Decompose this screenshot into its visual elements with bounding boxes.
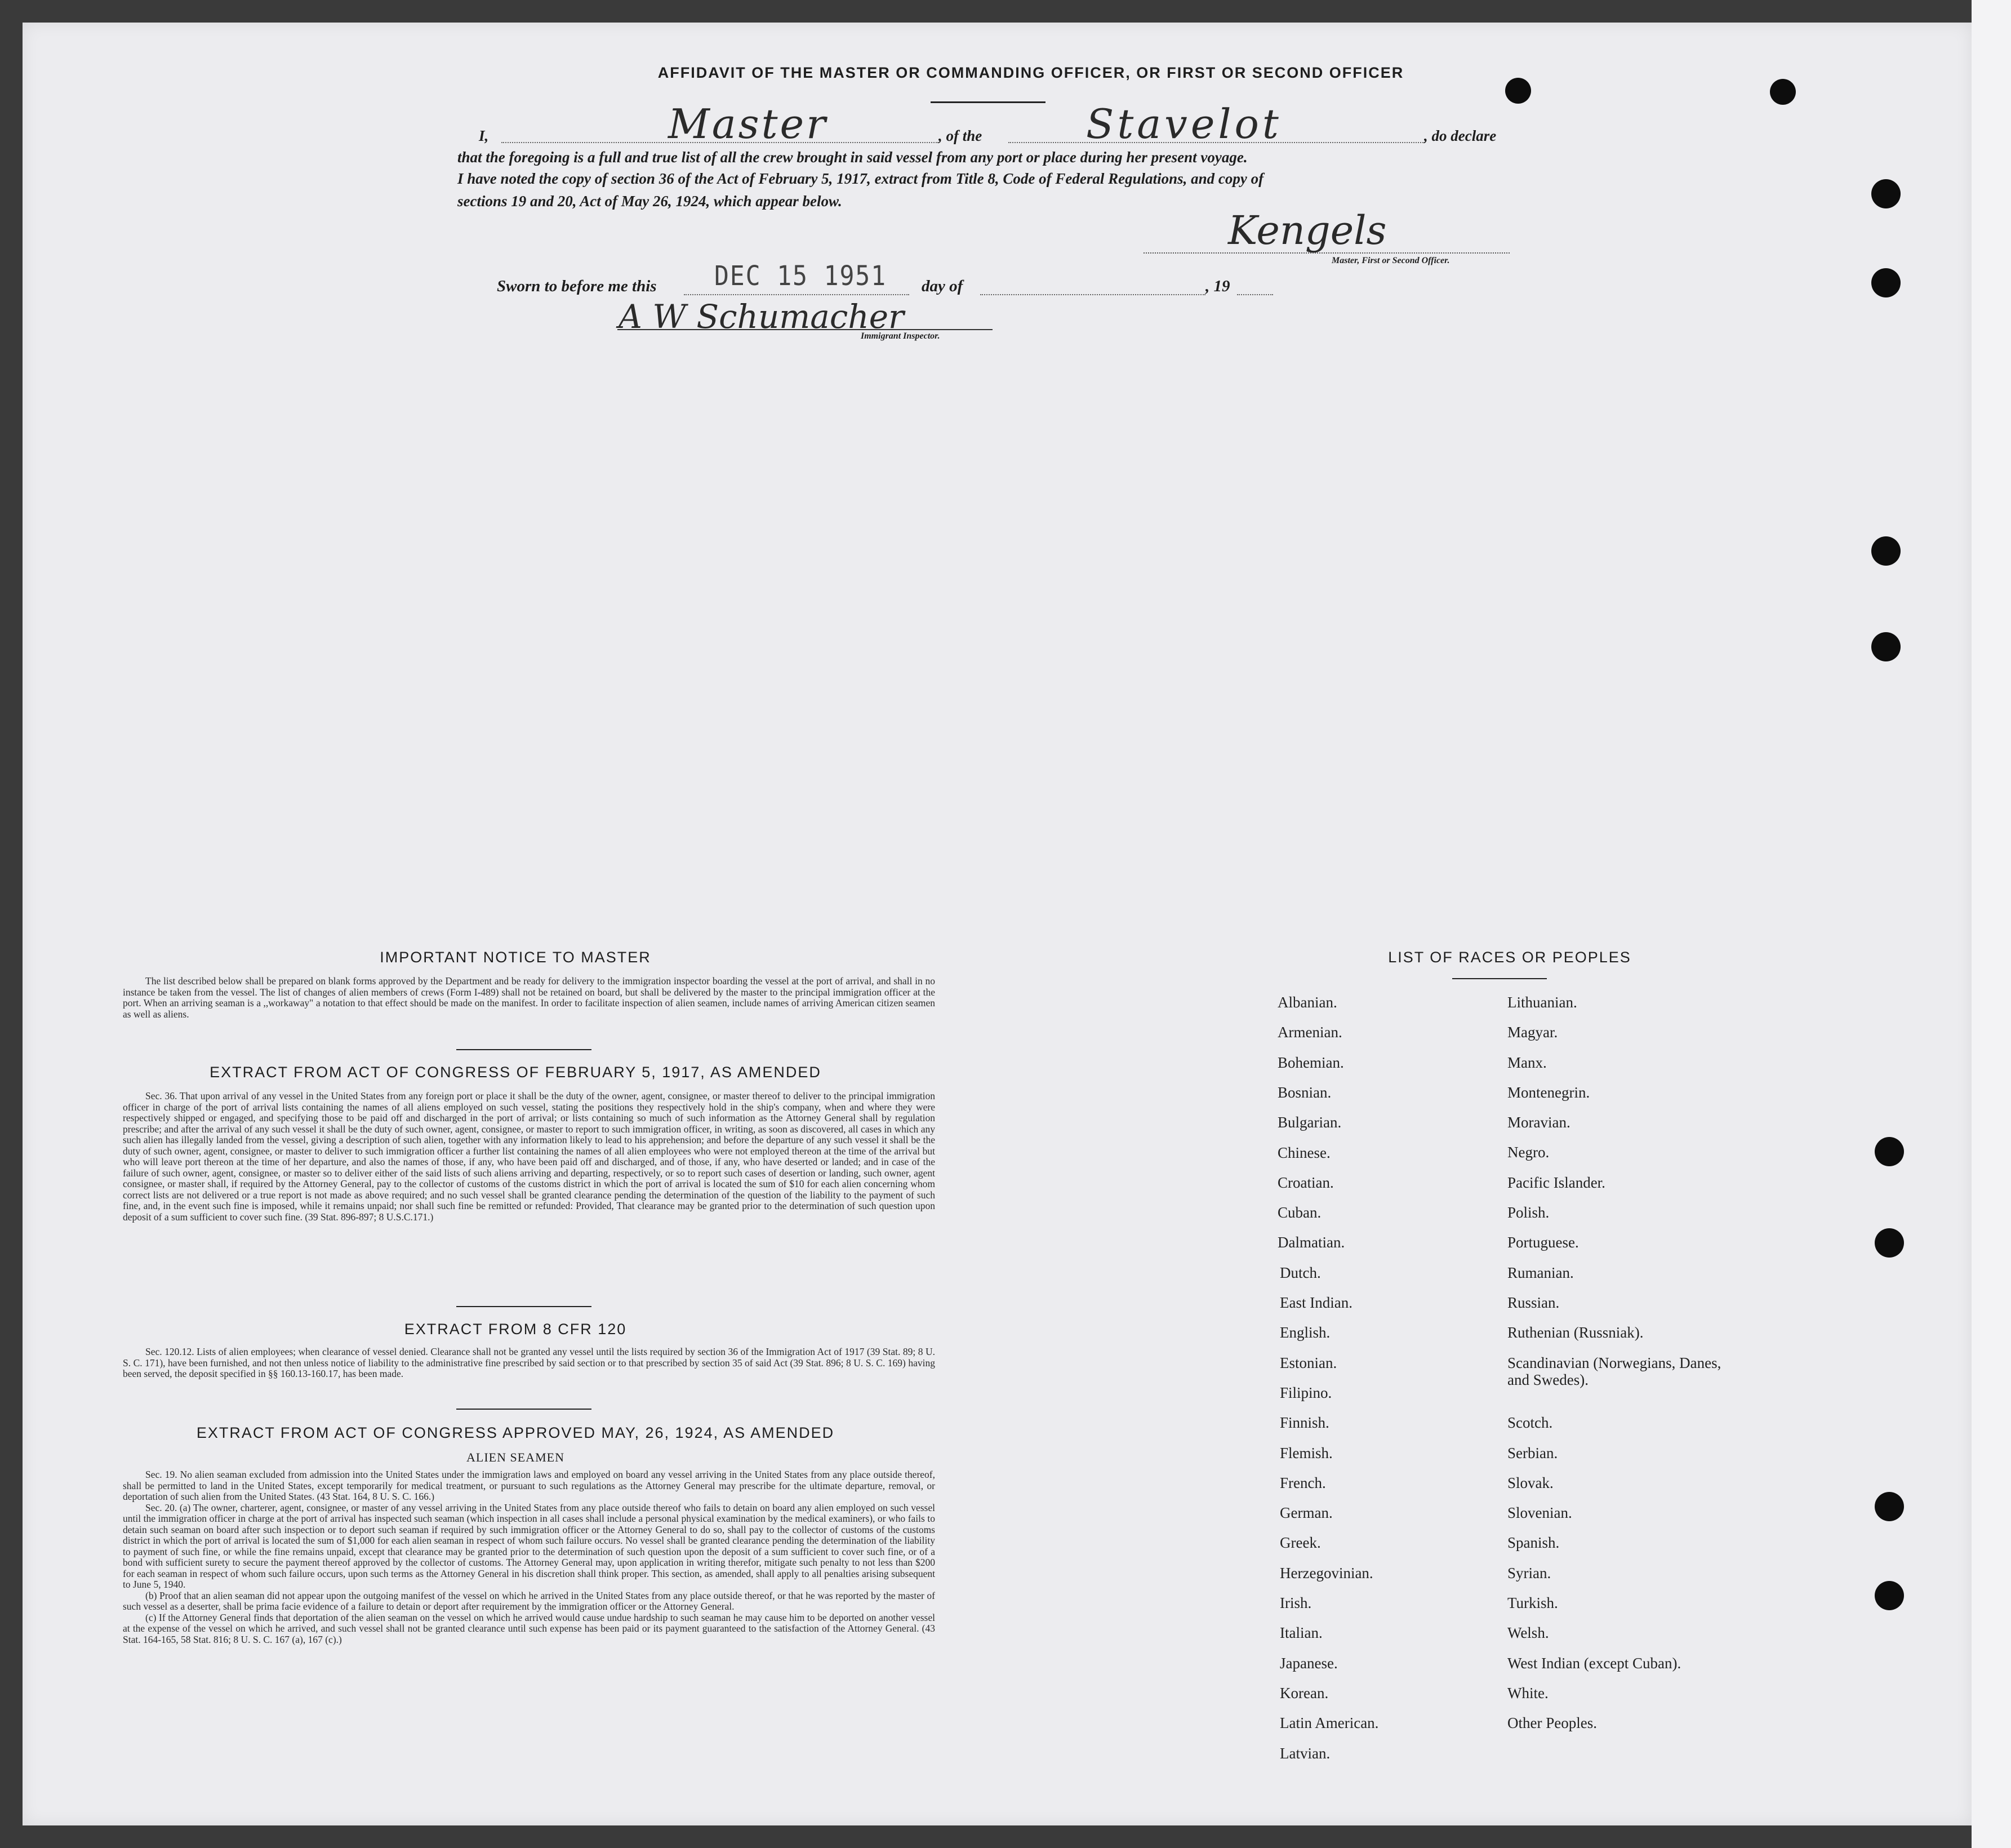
race-item: English. [1280, 1324, 1331, 1341]
race-item: Filipino. [1280, 1384, 1332, 1401]
punch-hole-icon [1875, 1137, 1904, 1166]
race-item: Russian. [1507, 1294, 1560, 1311]
notice-title: IMPORTANT NOTICE TO MASTER [380, 949, 651, 966]
race-item: Greek. [1280, 1534, 1321, 1551]
affidavit-line-2: that the foregoing is a full and true list of all the crew brought in said vessel from any port or place during her present voyage. [457, 149, 1248, 166]
race-item: Korean. [1280, 1685, 1329, 1702]
punch-hole-icon [1871, 632, 1901, 661]
race-item: Pacific Islander. [1507, 1174, 1605, 1191]
race-item: Italian. [1280, 1624, 1323, 1641]
race-item: Welsh. [1507, 1624, 1549, 1641]
section-20a-paragraph: Sec. 20. (a) The owner, charterer, agent, consignee, or master of any vessel arriving in the United States from any place outside thereof who fails to detain on board any alien employed on such vessel until the immigration officer in charge at the port of arrival has inspected such seaman (which inspection in all cases shall include a personal physical examination by the medical examiners), or who fails to detain such seaman on board after such inspection or to deport such seaman if required by such immigration officer or the Attorney General to do so, shall pay to the collector of customs of the customs district in which the port of arrival is located the sum of $1,000 for each alien seaman in respect of whom such failure occurs. No vessel shall be granted clearance pending the determination of the liability to payment of such fine, or while the fine remains unpaid, except that clearance may be granted prior to the determination of such question upon the deposit of a sum sufficient to cover such fine, or of a bond with sufficient surety to secure the payment thereof approved by the collector of customs. The Attorney General may, upon application in writing therefor, mitigate such penalty to not less than $200 for each seaman in respect of whom such failure occurs, upon such terms as the Attorney General in his discretion shall think proper. This section, as amended, shall apply to all penalties arising subsequent to June 5, 1940. [123, 1501, 935, 1590]
race-item: Latvian. [1280, 1745, 1331, 1762]
extract-1924-body [123, 1469, 935, 1645]
race-item: Manx. [1507, 1054, 1547, 1071]
affidavit-line-4: sections 19 and 20, Act of May 26, 1924, which appear below. [457, 193, 842, 210]
race-item: Cuban. [1278, 1204, 1322, 1221]
race-item: Japanese. [1280, 1655, 1338, 1672]
race-item: Syrian. [1507, 1565, 1551, 1582]
punch-hole-icon [1871, 268, 1901, 297]
extract-1917-body: Sec. 36. That upon arrival of any vessel in the United States from any foreign port or place it shall be the duty of the owner, agent, consignee, or master thereof to deliver to the principal immigration officer in charge of the port of arrival lists containing the names of all aliens employed on such vessel, stating the positions they respectively hold in the ship's company, when and where they were respectively shipped or engaged, and specifying those to be paid off and discharged in the port of arrival; or lists containing so much of such information as the Attorney General shall by regulation prescribe; and after the arrival of any such vessel it shall be the duty of such owner, agent, consignee, or master to report to such immigration officer, in writing, as soon as discovered, all cases in which any such alien has illegally landed from the vessel, giving a description of such alien, together with any information likely to lead to his apprehension; and before the departure of any such vessel it shall be the duty of such owner, agent, consignee, or master to deliver to such immigration officer a further list containing the names of all alien employees who were not employed thereon at the time of the arrival but who will leave port thereon at the time of her departure, and also the names of those, if any, who have been paid off and discharged, and of those, if any, who have deserted or landed; and in case of the failure of such owner, agent, consignee, or master so to deliver either of the said lists of such aliens arriving and departing, respectively, or so to report such cases of desertion or landing, such owner, agent consignee, or master shall, if required by the Attorney General, pay to the collector of customs of the customs district in which the port of arrival is located the sum of $10 for each alien concerning whom correct lists are not delivered or a true report is not made as above required; and no such vessel shall be granted clearance pending the determination of the question of the liability to the payment of such fine, and, in the event such fine is imposed, while it remains unpaid; nor shall such fine be remitted or refunded: Provided, That clearance may be granted prior to the determination of such question upon deposit of a sum sufficient to cover such fine. (39 Stat. 896-897; 8 U.S.C.171.) [123, 1090, 935, 1223]
handwritten-rank: Master [668, 100, 828, 148]
do-declare-label: , do declare [1424, 127, 1497, 144]
extract-1917-title: EXTRACT FROM ACT OF CONGRESS OF FEBRUARY 5, 1917, AS AMENDED [210, 1064, 821, 1081]
of-the-label: , of the [938, 127, 982, 144]
race-item: Chinese. [1278, 1144, 1331, 1161]
month-line [980, 294, 1205, 295]
date-stamp: DEC 15 1951 [714, 260, 887, 292]
race-item: Finnish. [1280, 1414, 1329, 1431]
race-item: Magyar. [1507, 1024, 1558, 1041]
extract-cfr-body: Sec. 120.12. Lists of alien employees; when clearance of vessel denied. Clearance shall not be granted any vessel until the lists required by section 36 of the Immigration Act of 1917 (39 Stat. 89; 8 U. S. C. 171), have been furnished, and not then unless notice of liability to the administrative fine prescribed by said section or to that prescribed by section 35 of said Act (39 Stat. 896; 8 U. S. C. 169) having been served, the deposit specified in §§ 160.13-160.17, has been made. [123, 1346, 935, 1379]
race-item: Moravian. [1507, 1114, 1570, 1131]
race-item: Other Peoples. [1507, 1714, 1597, 1731]
races-title: LIST OF RACES OR PEOPLES [1388, 949, 1631, 966]
punch-hole-icon [1875, 1581, 1904, 1610]
extract-1924-subtitle: ALIEN SEAMEN [466, 1450, 564, 1464]
title-underline [931, 101, 1045, 103]
race-item: French. [1280, 1474, 1326, 1491]
race-item: West Indian (except Cuban). [1507, 1655, 1681, 1672]
race-item: Dalmatian. [1278, 1234, 1345, 1251]
inspector-line [617, 329, 993, 330]
master-signature: Kengels [1228, 207, 1387, 254]
section-divider [456, 1306, 591, 1307]
punch-hole-icon [1770, 79, 1796, 105]
race-item: Serbian. [1507, 1445, 1558, 1461]
race-item: Albanian. [1278, 994, 1337, 1011]
punch-hole-icon [1875, 1228, 1904, 1258]
race-item: Rumanian. [1507, 1264, 1574, 1281]
punch-hole-icon [1875, 1492, 1904, 1521]
race-item: Lithuanian. [1507, 994, 1577, 1011]
page-edge [1972, 0, 2011, 1848]
inspector-signature: A W Schumacher [619, 297, 904, 336]
extract-1924-title: EXTRACT FROM ACT OF CONGRESS APPROVED MAY, 26, 1924, AS AMENDED [196, 1424, 835, 1441]
sworn-label: Sworn to before me this [497, 277, 657, 295]
race-item: Irish. [1280, 1594, 1312, 1611]
handwritten-vessel-name: Stavelot [1086, 100, 1282, 148]
race-item: Negro. [1507, 1144, 1550, 1161]
affidavit-line-3: I have noted the copy of section 36 of the Act of February 5, 1917, extract from Title 8, Code of Federal Regulations, and copy of [457, 170, 1264, 187]
punch-hole-icon [1871, 536, 1901, 566]
race-item: Croatian. [1278, 1174, 1334, 1191]
extract-cfr-title: EXTRACT FROM 8 CFR 120 [404, 1321, 627, 1338]
i-label: I, [479, 127, 489, 144]
race-item: Polish. [1507, 1204, 1550, 1221]
race-item: East Indian. [1280, 1294, 1352, 1311]
section-20b-paragraph: (b) Proof that an alien seaman did not appear upon the outgoing manifest of the vessel on which he arrived in the United States from any place outside thereof, or that he was reported by the master of such vessel as a deserter, shall be prima facie evidence of a failure to detain or deport after requirement by the immigration officer or the Attorney General. [123, 1589, 935, 1612]
section-19-paragraph: Sec. 19. No alien seaman excluded from admission into the United States under the immigration laws and employed on board any vessel arriving in the United States from any place outside thereof, shall be permitted to land in the United States, except temporarily for medical treatment, or pursuant to such regulations as the Attorney General may prescribe for the ultimate departure, removal, or deportation of such alien from the United States. (43 Stat. 164, 8 U. S. C. 166.) [123, 1469, 935, 1502]
race-item: Herzegovinian. [1280, 1565, 1373, 1582]
race-item: Bohemian. [1278, 1054, 1344, 1071]
day-of-label: day of [922, 277, 963, 295]
race-item: Scandinavian (Norwegians, Danes, and Swedes). [1507, 1354, 1721, 1388]
affidavit-title: AFFIDAVIT OF THE MASTER OR COMMANDING OFFICER, OR FIRST OR SECOND OFFICER [657, 64, 1404, 81]
race-item: Latin American. [1280, 1714, 1379, 1731]
signature-line [1144, 252, 1510, 254]
year-line [1237, 294, 1273, 295]
section-divider [456, 1049, 591, 1050]
section-20c-paragraph: (c) If the Attorney General finds that deportation of the alien seaman on the vessel on which he arrived would cause undue hardship to such seaman he may cause him to be deported on another vessel at the expense of the vessel on which he arrived, and such vessel shall not be granted clearance until such expense has been paid or its payment guaranteed to the satisfaction of the Attorney General. (43 Stat. 164-165, 58 Stat. 816; 8 U. S. C. 167 (a), 167 (c).) [123, 1611, 935, 1645]
punch-hole-icon [1871, 179, 1901, 208]
race-item: Flemish. [1280, 1445, 1333, 1461]
race-item: Bulgarian. [1278, 1114, 1342, 1131]
race-item: Estonian. [1280, 1354, 1337, 1371]
race-item: Scotch. [1507, 1414, 1553, 1431]
race-item: White. [1507, 1685, 1549, 1702]
race-item: Montenegrin. [1507, 1084, 1590, 1101]
race-item: German. [1280, 1504, 1333, 1521]
race-item: Bosnian. [1278, 1084, 1332, 1101]
sworn-day-line [684, 294, 909, 295]
race-item: Armenian. [1278, 1024, 1342, 1041]
year-prefix: , 19 [1205, 277, 1230, 295]
race-item: Ruthenian (Russniak). [1507, 1324, 1644, 1341]
race-item: Dutch. [1280, 1264, 1321, 1281]
race-item: Portuguese. [1507, 1234, 1579, 1251]
race-item: Spanish. [1507, 1534, 1560, 1551]
notice-body: The list described below shall be prepared on blank forms approved by the Department and be ready for delivery to the immigration inspector boarding the vessel at the port of arrival, and shall in no instance be taken from the vessel. The list of changes of alien members of crews (Form I-489) shall not be retained on board, but shall be delivered by the master to the principal immigration officer at the port. When an arriving seaman is a ,,workaway" a notation to that effect should be made on the manifest. In order to facilitate inspection of alien seamen, include names of arriving American citizen seamen as well as aliens. [123, 975, 935, 1020]
master-caption: Master, First or Second Officer. [1332, 256, 1450, 265]
races-divider [1452, 978, 1547, 979]
race-item: Turkish. [1507, 1594, 1558, 1611]
inspector-caption: Immigrant Inspector. [861, 331, 940, 341]
race-item: Slovenian. [1507, 1504, 1572, 1521]
section-divider [456, 1409, 591, 1410]
race-item: Slovak. [1507, 1474, 1554, 1491]
